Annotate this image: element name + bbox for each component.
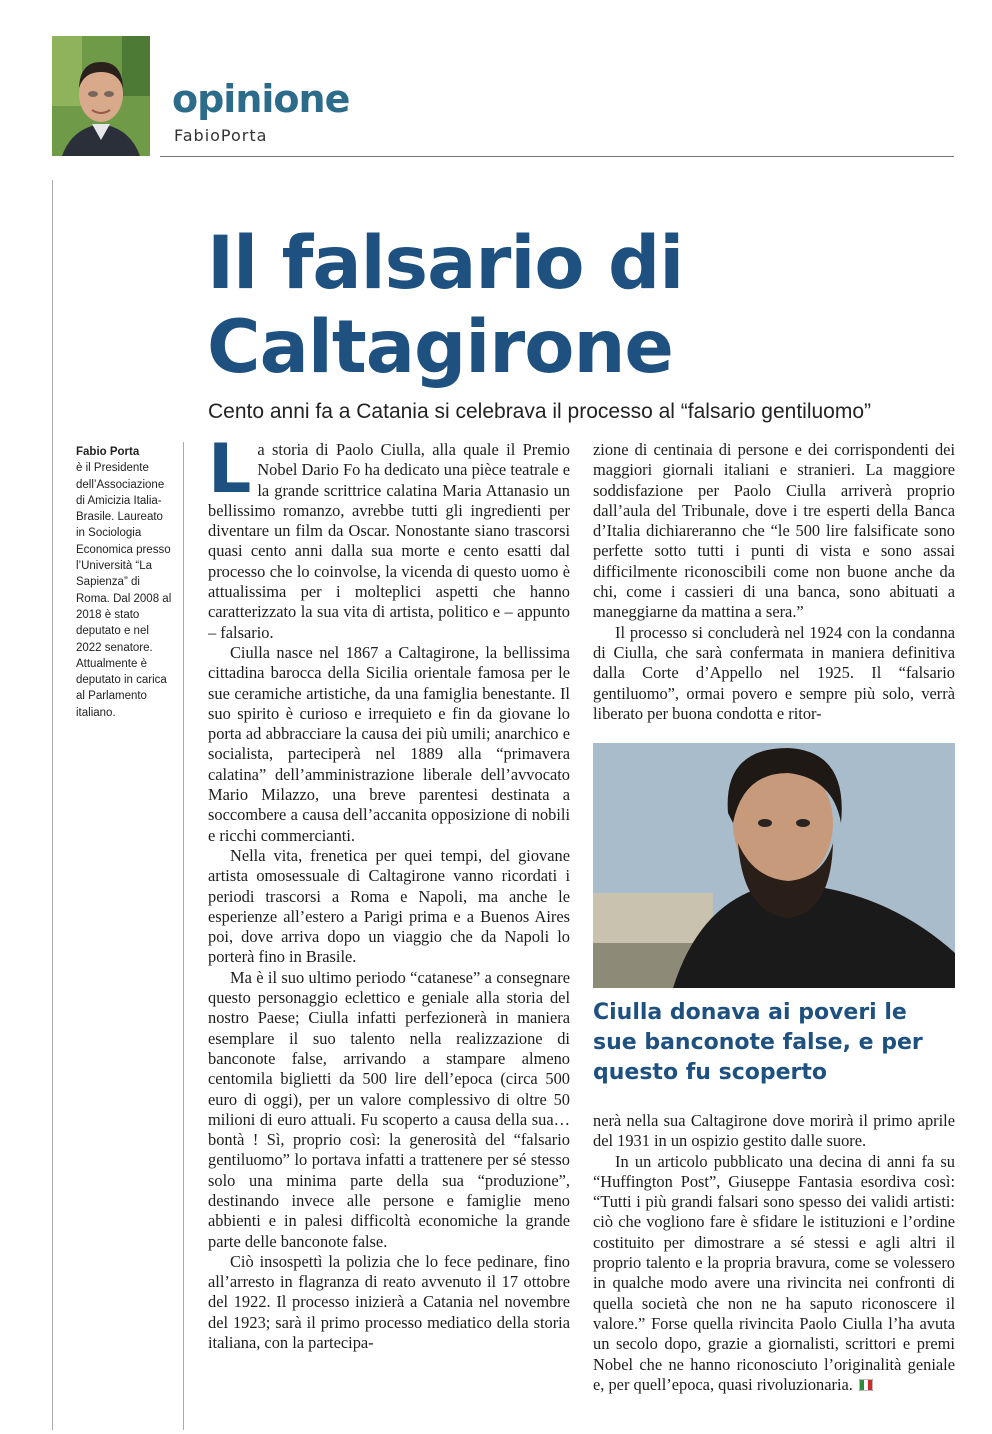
bio-name: Fabio Porta: [76, 446, 140, 458]
article-subtitle: Cento anni fa a Catania si celebrava il processo al “falsario gentiluomo”: [208, 400, 872, 423]
headline-line-2: Caltagirone: [207, 305, 673, 390]
paragraph: Ma è il suo ultimo periodo “catanese” a consegnare questo personaggio eclettico e geniale alla storia del nostro Paese; Ciulla infatti perfezionerà in maniera esemplare il suo talento nella realizzazione di banconote false, arrivando a stampare almeno centomila biglietti da 500 lire dell’epoca (circa 500 euro di oggi), per un valore complessivo di oltre 50 milioni di euro attuali. Fu scoperto a causa della sua… bontà ! Sì, proprio così: la generosità del “falsario gentiluomo” lo portava infatti a trattenere per sé stesso solo una minima parte della sua “produzione”, destinando invece alle persone e famiglie meno abbienti e in palesi difficoltà economiche la grande parte delle banconote false.: [208, 967, 570, 1251]
image-caption: Ciulla donava ai poveri le sue banconote false, e per questo fu scoperto: [593, 1000, 923, 1085]
author-photo: [52, 36, 150, 156]
article-column-1: [208, 440, 570, 1420]
section-label: opinione: [172, 77, 350, 121]
paragraph: Nella vita, frenetica per quei tempi, del giovane artista omosessuale di Caltagirone vanno ricordati i periodi trascorsi a Roma e Napoli, ma anche le esperienze all’estero a Parigi prima e a Buenos Aires poi, dove arriva dopo un viaggio che da Napoli lo porterà fino in Brasile.: [208, 845, 570, 967]
article-column-2-top: [593, 440, 955, 730]
author-name: FabioPorta: [174, 126, 268, 145]
ciulla-portrait-image: [593, 743, 955, 988]
paragraph: Ciulla nasce nel 1867 a Caltagirone, la bellissima cittadina barocca della Sicilia orientale famosa per le sue ceramiche artistiche, da una famiglia benestante. Il suo spirito è curioso e irrequieto e fin da giovane lo porta ad abbracciare la causa dei più umili; anarchico e socialista, parteciperà nel 1889 alla “primavera calatina” dell’amministrazione liberale dell’avvocato Mario Milazzo, una breve parentesi destinata a soccombere a causa dell’accanita opposizione di nobili e ricchi commercianti.: [208, 642, 570, 845]
paragraph: La storia di Paolo Ciulla, alla quale il Premio Nobel Dario Fo ha dedicato una pièce teatrale e la grande scrittrice calatina Maria Attanasio un bellissimo romanzo, avrebbe tutti gli ingredienti per diventare un film da Oscar. Nonostante siano trascorsi quasi cento anni dalla sua morte e cento esatti dal processo che lo coinvolse, la vicenda di questo uomo è attualissima per i molteplici aspetti che hanno caratterizzato la sua vita di artista, politico e – appunto – falsario.: [208, 440, 570, 642]
left-margin-rule: [52, 180, 53, 1430]
paragraph: In un articolo pubblicato una decina di anni fa su “Huffington Post”, Giuseppe Fantasia esordiva così: “Tutti i più grandi falsari sono spesso dei validi artisti: ciò che vogliono fare è sfidare le istituzioni e l’ordine costituito per dimostrare a sé stessi e agli altri il proprio talento e la propria bravura, come se volessero in qualche modo avere una rivincita nei confronti di quella società che non ne ha saputo riconoscere il valore.” Forse quella rivincita Paolo Ciulla l’ha avuta un secolo dopo, grazie a giornalisti, scrittori e premi Nobel che ne hanno riconosciuto l’originalità geniale e, per quell’epoca, quasi rivoluzionaria.: [593, 1151, 955, 1394]
paragraph: nerà nella sua Caltagirone dove morirà il primo aprile del 1931 in un ospizio gestito dalle suore.: [593, 1111, 955, 1151]
article-column-2-bottom: [593, 1111, 955, 1421]
author-bio: [76, 444, 172, 721]
paragraph: Ciò insospettì la polizia che lo fece pedinare, fino all’arresto in flagranza di reato avvenuto il 17 ottobre del 1922. Il processo inizierà a Catania nel novembre del 1923; sarà il primo processo mediatico della storia italiana, con la partecipa-: [208, 1251, 570, 1353]
italian-flag-end-mark-icon: [859, 1379, 873, 1391]
paragraph: Il processo si concluderà nel 1924 con la condanna di Ciulla, che sarà confermata in maniera definitiva dalla Corte d’Appello nel 1925. Il “falsario gentiluomo”, ormai povero e sempre più solo, verrà liberato per buona condotta e ritor-: [593, 622, 955, 723]
bio-text: è il Presidente dell’Associazione di Amicizia Italia-Brasile. Laureato in Sociologia Economica presso l’Università “La Sapienza” di Roma. Dal 2008 al 2018 è stato deputato e nel 2022 senatore. Attualmente è deputato in carica al Parlamento italiano.: [76, 462, 172, 719]
bio-column-rule: [183, 442, 184, 1430]
drop-cap: L: [208, 440, 252, 509]
header-divider: [160, 156, 954, 157]
article-headline: [207, 222, 947, 390]
headline-line-1: Il falsario di: [207, 221, 684, 306]
paragraph: zione di centinaia di persone e dei corrispondenti dei maggiori giornali italiani e stranieri. La maggiore soddisfazione per Paolo Ciulla arriverà proprio dall’aula del Tribunale, dove i tre esperti della Banca d’Italia dichiareranno che “le 500 lire falsificate sono perfette sotto tutti i punti di vista e sono assai difficilmente riconoscibili come non buone anche da chi, come i cassieri di una banca, sono abituati a maneggiarne da mattina a sera.”: [593, 440, 955, 622]
